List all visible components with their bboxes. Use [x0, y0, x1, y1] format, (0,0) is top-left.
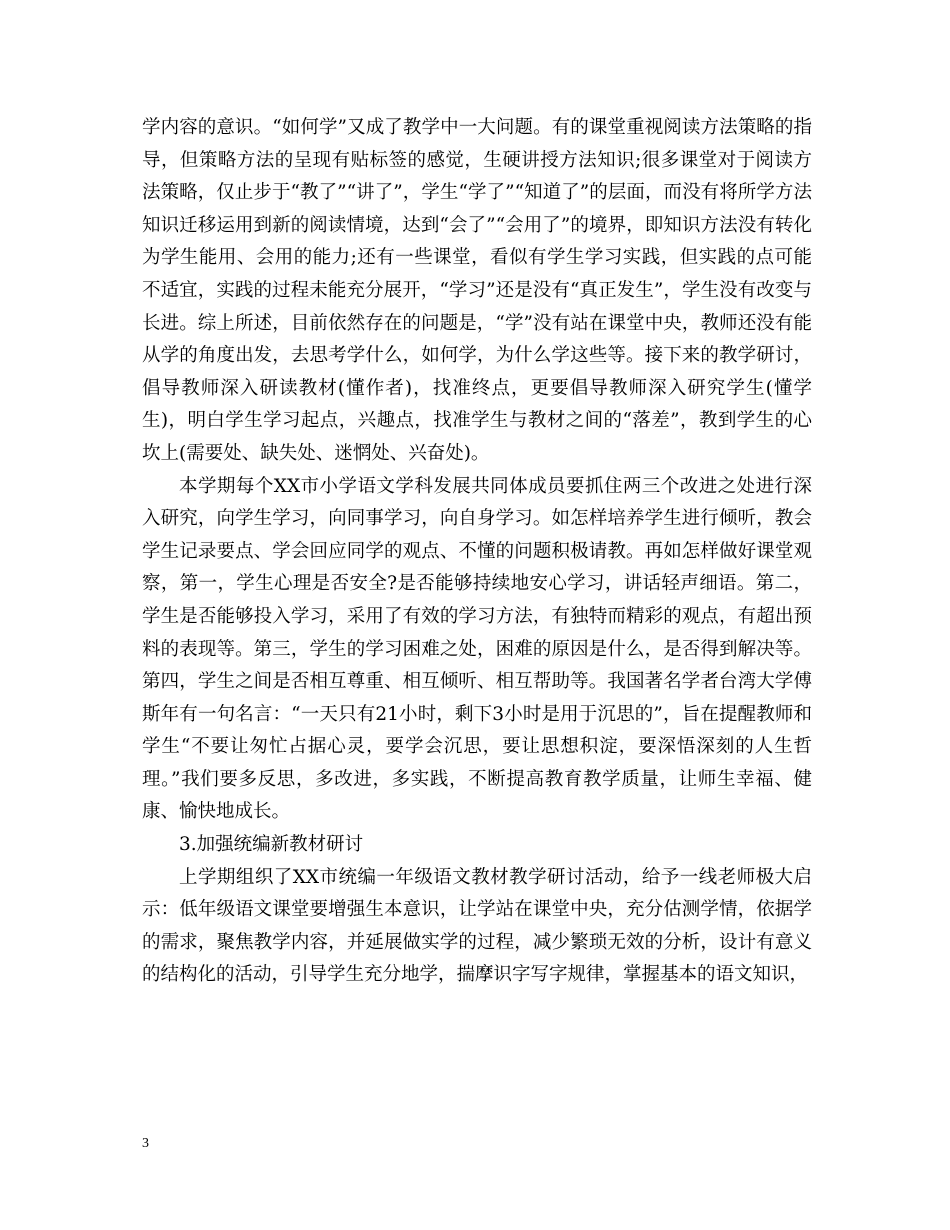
- paragraph-2: 本学期每个XX市小学语文学科发展共同体成员要抓住两三个改进之处进行深入研究，向学生学习，向同事学习，向自身学习。如怎样培养学生进行倾听，教会学生记录要点、学会回应同学的观点、不懂的问题积极请教。再如怎样做好课堂观察，第一，学生心理是否安全?是否能够持续地安心学习，讲话轻声细语。第二，学生是否能够投入学习，采用了有效的学习方法，有独特而精彩的观点，有超出预料的表现等。第三，学生的学习困难之处，困难的原因是什么，是否得到解决等。第四，学生之间是否相互尊重、相互倾听、相互帮助等。我国著名学者台湾大学傅斯年有一句名言：“一天只有21小时，剩下3小时是用于沉思的”，旨在提醒教师和学生“不要让匆忙占据心灵，要学会沉思，要让思想积淀，要深悟深刻的人生哲理。”我们要多反思，多改进，多实践，不断提高教育教学质量，让师生幸福、健康、愉快地成长。: [142, 475, 812, 823]
- page-number: 3: [142, 1136, 149, 1151]
- paragraph-1: 学内容的意识。“如何学”又成了教学中一大问题。有的课堂重视阅读方法策略的指导，但策略方法的呈现有贴标签的感觉，生硬讲授方法知识;很多课堂对于阅读方法策略，仅止步于“教了”“讲了”，学生“学了”“知道了”的层面，而没有将所学方法知识迁移运用到新的阅读情境，达到“会了”“会用了”的境界，即知识方法没有转化为学生能用、会用的能力;还有一些课堂，看似有学生学习实践，但实践的点可能不适宜，实践的过程未能充分展开，“学习”还是没有“真正发生”，学生没有改变与长进。综上所述，目前依然存在的问题是，“学”没有站在课堂中央，教师还没有能从学的角度出发，去思考学什么，如何学，为什么学这些等。接下来的教学研讨，倡导教师深入研读教材(懂作者)，找准终点，更要倡导教师深入研究学生(懂学生)，明白学生学习起点，兴趣点，找准学生与教材之间的“落差”，教到学生的心坎上(需要处、缺失处、迷惘处、兴奋处)。: [142, 117, 812, 464]
- section-heading: 3.加强统编新教材研讨: [179, 834, 364, 856]
- body-text: [142, 112, 812, 992]
- paragraph-3: 上学期组织了XX市统编一年级语文教材教学研讨活动，给予一线老师极大启示：低年级语文课堂要增强生本意识，让学站在课堂中央，充分估测学情，依据学的需求，聚焦教学内容，并延展做实学的过程，减少繁琐无效的分析，设计有意义的结构化的活动，引导学生充分地学，揣摩识字写字规律，掌握基本的语文知识，: [142, 866, 812, 986]
